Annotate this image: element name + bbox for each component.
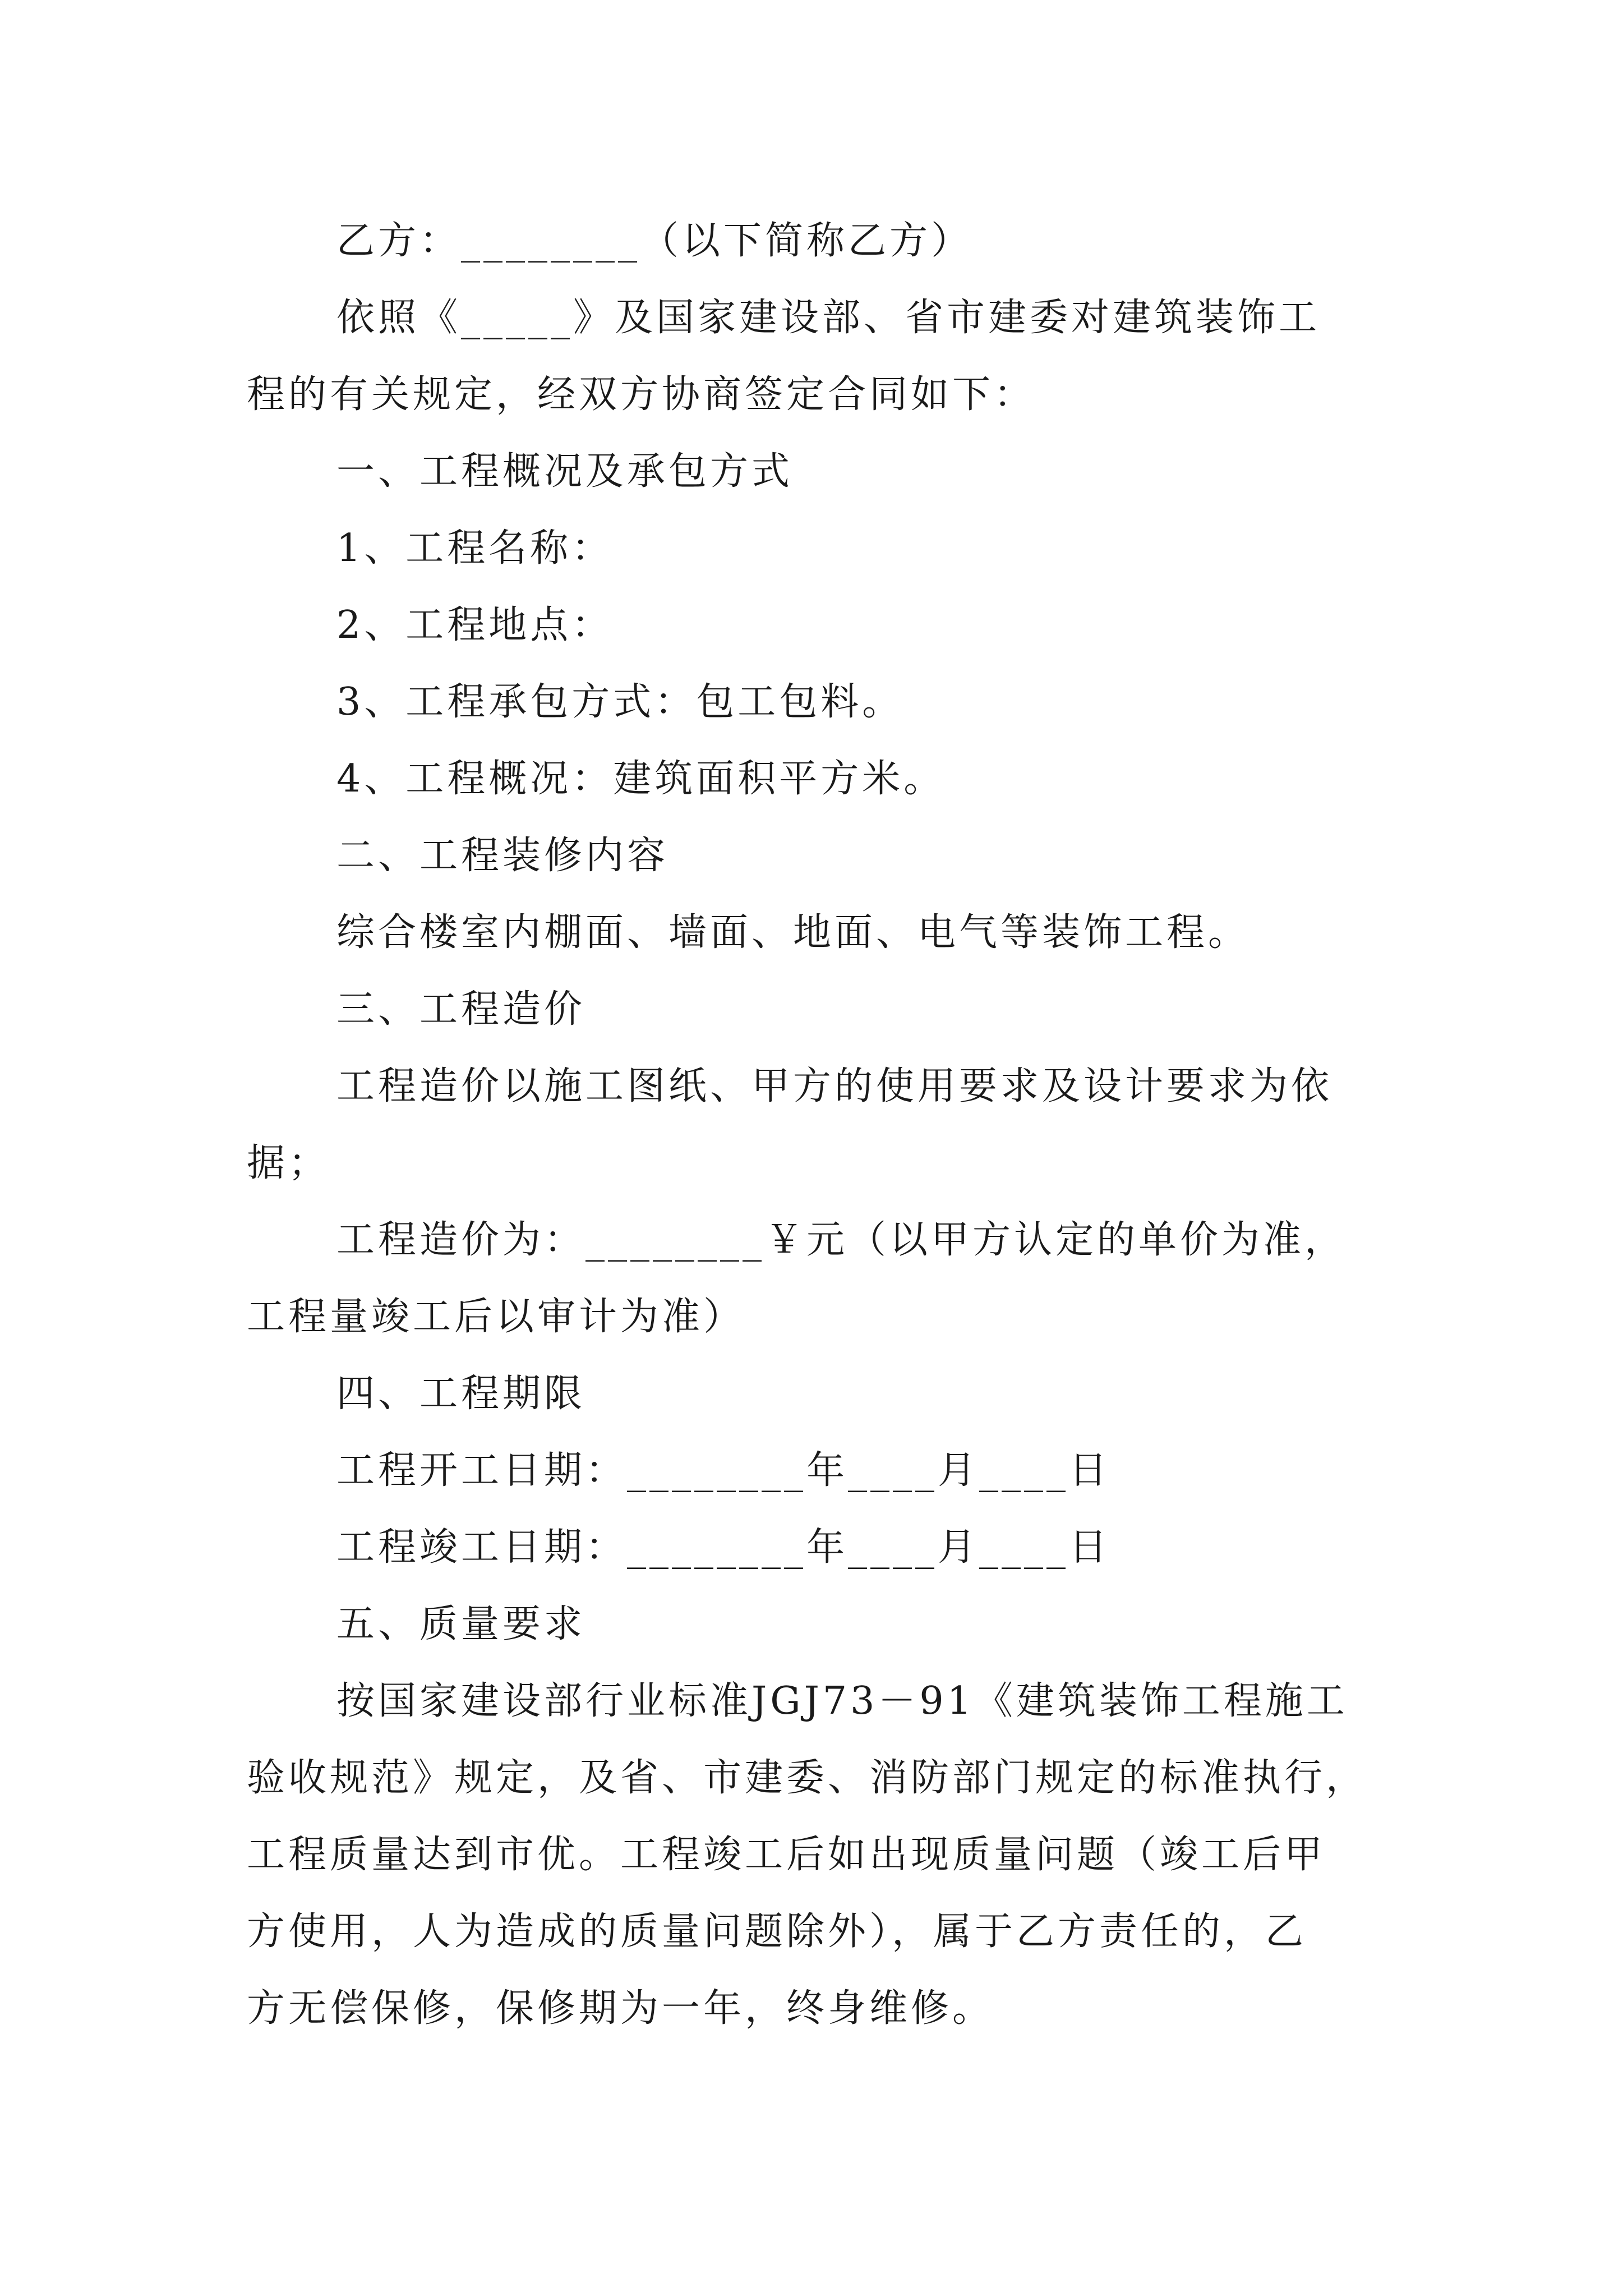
quality-line-2: 验收规范》规定，及省、市建委、消防部门规定的标准执行， [247,1756,1368,1800]
section-5-heading: 五、质量要求 [336,1602,586,1646]
start-date-line: 工程开工日期：________年____月____日 [336,1448,1111,1493]
project-name-item: 1、工程名称： [336,526,614,570]
section-1-heading: 一、工程概况及承包方式 [336,449,794,494]
completion-date-line: 工程竣工日期：________年____月____日 [336,1525,1111,1570]
basis-line-1: 依照《_____》及国家建设部、省市建委对建筑装饰工 [336,296,1321,340]
quality-line-3: 工程质量达到市优。工程竣工后如出现质量问题（竣工后甲 [247,1833,1326,1877]
decoration-content: 综合楼室内棚面、墙面、地面、电气等装饰工程。 [336,910,1250,955]
contract-method-item: 3、工程承包方式：包工包料。 [336,680,904,724]
quality-line-4: 方使用，人为造成的质量问题除外），属于乙方责任的，乙 [247,1910,1307,1954]
section-4-heading: 四、工程期限 [336,1372,586,1416]
project-overview-item: 4、工程概况：建筑面积平方米。 [336,757,946,801]
quality-line-5: 方无偿保修，保修期为一年，终身维修。 [247,1986,994,2031]
party-b-line: 乙方：________（以下简称乙方） [336,219,973,263]
project-location-item: 2、工程地点： [336,603,614,647]
section-3-heading: 三、工程造价 [336,987,586,1032]
cost-basis-line-2: 据； [247,1141,330,1185]
basis-line-2: 程的有关规定，经双方协商签定合同如下： [247,372,1036,417]
section-2-heading: 二、工程装修内容 [336,834,669,878]
cost-amount-line-1: 工程造价为：________￥元（以甲方认定的单价为准， [336,1218,1347,1262]
quality-line-1: 按国家建设部行业标准JGJ73－91《建筑装饰工程施工 [336,1679,1348,1723]
cost-amount-line-2: 工程量竣工后以审计为准） [247,1295,745,1339]
cost-basis-line-1: 工程造价以施工图纸、甲方的使用要求及设计要求为依 [336,1064,1333,1108]
